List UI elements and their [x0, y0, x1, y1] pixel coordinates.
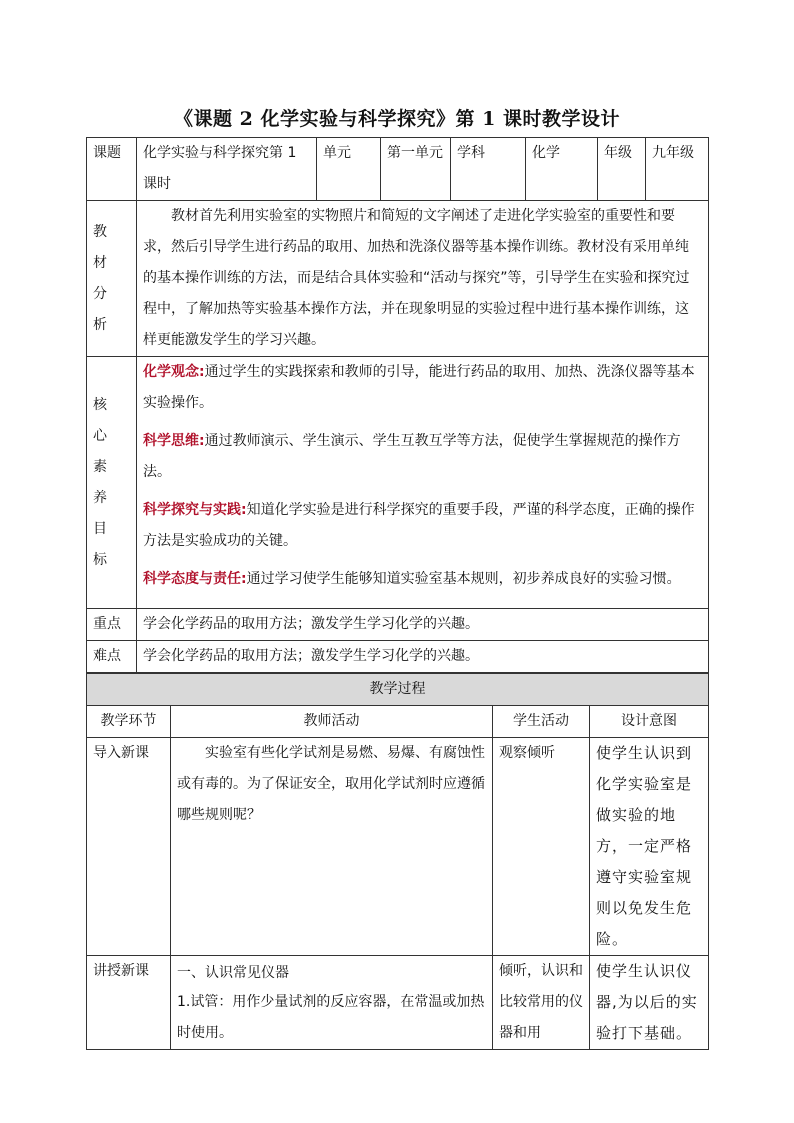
teacher-activity-line: 一、认识常见仪器	[177, 965, 289, 981]
lesson-info-table	[86, 137, 709, 673]
column-header: 学生活动	[493, 706, 590, 738]
info-row	[87, 138, 709, 201]
goal-heading: 科学思维:	[143, 433, 205, 449]
teacher-activity-cell: 实验室有些化学试剂是易燃、易爆、有腐蚀性或有毒的。为了保证安全，取用化学试剂时应遵循哪些规则呢？	[171, 738, 493, 956]
literacy-label-line2: 素养	[93, 458, 113, 506]
column-header: 教学环节	[87, 706, 171, 738]
analysis-label-line1: 教材	[93, 223, 113, 271]
literacy-row	[87, 357, 709, 609]
literacy-goal	[143, 357, 702, 419]
grade-label: 年级	[598, 138, 646, 201]
difficulty-text: 学会化学药品的取用方法；激发学生学习化学的兴趣。	[137, 641, 709, 673]
difficulty-label: 难点	[87, 641, 137, 673]
process-header: 教学过程	[87, 674, 709, 706]
student-activity-cell: 观察倾听	[493, 738, 590, 956]
keti-value: 化学实验与科学探究第 1 课时	[137, 138, 317, 201]
teacher-activity-cell	[171, 956, 493, 1050]
analysis-text: 教材首先利用实验室的实物照片和简短的文字阐述了走进化学实验室的重要性和要求，然后引导学生进行药品的取用、加热和洗涤仪器等基本操作训练。教材没有采用单纯的基本操作训练的方法，而是结合具体实验和“活动与探究”等，引导学生在实验和探究过程中，了解加热等实验基本操作方法，并在现象明显的实验过程中进行基本操作训练，这样更能激发学生的学习兴趣。	[137, 201, 709, 357]
goal-text: 通过教师演示、学生演示、学生互教互学等方法，促使学生掌握规范的操作方法。	[143, 433, 681, 480]
page-title: 《课题 2 化学实验与科学探究》第 1 课时教学设计	[174, 108, 620, 130]
analysis-label-line2: 分析	[93, 285, 113, 333]
unit-value: 第一单元	[381, 138, 451, 201]
stage-cell: 讲授新课	[87, 956, 171, 1050]
subject-label: 学科	[451, 138, 526, 201]
key-point-row	[87, 609, 709, 641]
column-header: 设计意图	[590, 706, 709, 738]
literacy-label	[87, 357, 137, 609]
process-columns-row	[87, 706, 709, 738]
process-header-row	[87, 674, 709, 706]
unit-label: 单元	[317, 138, 381, 201]
teacher-activity-line: 1.试管：用作少量试剂的反应容器，在常温或加热时使用。	[177, 994, 485, 1041]
keti-label: 课题	[87, 138, 137, 201]
goal-heading: 科学态度与责任:	[143, 571, 247, 587]
literacy-label-line3: 目标	[93, 520, 113, 568]
difficulty-row	[87, 641, 709, 673]
literacy-goal	[143, 426, 702, 488]
goal-text: 通过学习使学生能够知道实验室基本规则，初步养成良好的实验习惯。	[246, 571, 681, 587]
goal-text: 通过学生的实践探索和教师的引导，能进行药品的取用、加热、洗涤仪器等基本实验操作。	[143, 364, 695, 411]
design-intent-cell: 使学生认识仪器,为以后的实验打下基础。	[590, 956, 709, 1050]
design-intent-cell: 使学生认识到化学实验室是做实验的地方，一定严格遵守实验室规则以免发生危险。	[590, 738, 709, 956]
key-point-text: 学会化学药品的取用方法；激发学生学习化学的兴趣。	[137, 609, 709, 641]
analysis-label	[87, 201, 137, 357]
student-activity-cell: 倾听，认识和比较常用的仪器和用	[493, 956, 590, 1050]
goal-heading: 科学探究与实践:	[143, 502, 247, 518]
table-row	[87, 956, 709, 1050]
teaching-process-table	[86, 673, 709, 1050]
subject-value: 化学	[526, 138, 598, 201]
key-point-label: 重点	[87, 609, 137, 641]
stage-cell: 导入新课	[87, 738, 171, 956]
literacy-goal	[143, 495, 702, 557]
analysis-row	[87, 201, 709, 357]
table-row	[87, 738, 709, 956]
literacy-goals	[137, 357, 709, 609]
column-header: 教师活动	[171, 706, 493, 738]
goal-text: 知道化学实验是进行科学探究的重要手段，严谨的科学态度，正确的操作方法是实验成功的关键。	[143, 502, 695, 549]
literacy-label-line1: 核心	[93, 396, 113, 444]
goal-heading: 化学观念:	[143, 364, 205, 380]
literacy-goal	[143, 564, 702, 595]
grade-value: 九年级	[646, 138, 709, 201]
